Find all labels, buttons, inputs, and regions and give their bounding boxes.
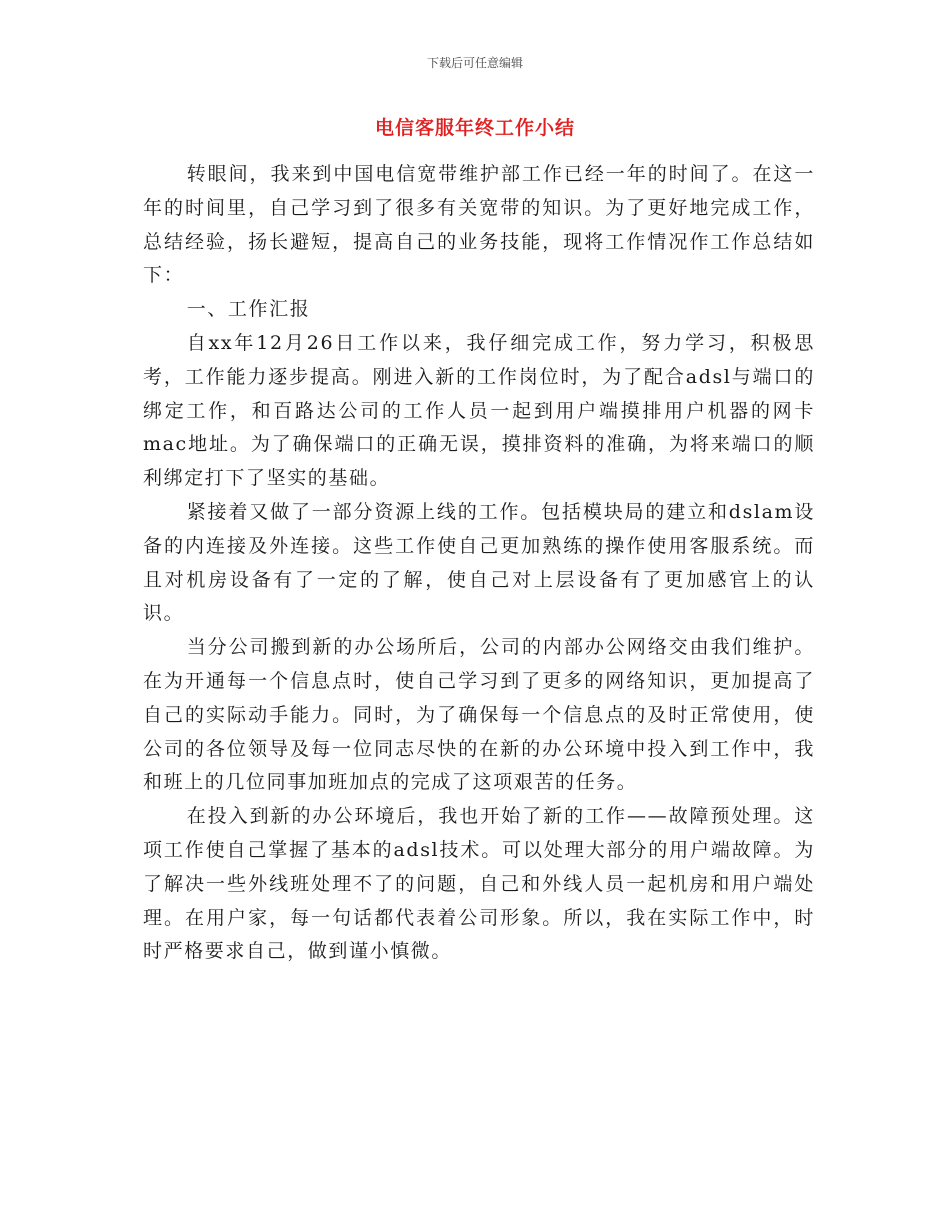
paragraph-fault-handling: 在投入到新的办公环境后，我也开始了新的工作——故障预处理。这项工作使自己掌握了基本的adsl技术。可以处理大部分的用户端故障。为了解决一些外线班处理不了的问题，自己和外线人员一起机房和用户端处理。在用户家，每一句话都代表着公司形象。所以，我在实际工作中，时时严格要求自己，做到谨小慎微。 (143, 805, 815, 963)
paragraph-intro: 转眼间，我来到中国电信宽带维护部工作已经一年的时间了。在这一年的时间里，自己学习到了很多有关宽带的知识。为了更好地完成工作，总结经验，扬长避短，提高自己的业务技能，现将工作情况作工作总结如下： (143, 163, 815, 287)
document-title: 电信客服年终工作小结 (374, 117, 575, 139)
section-heading-work-report: 一、工作汇报 (186, 298, 311, 321)
paragraph-resource-online: 紧接着又做了一部分资源上线的工作。包括模块局的建立和dslam设备的内连接及外连接。这些工作使自己更加熟练的操作使用客服系统。而且对机房设备有了一定的了解，使自己对上层设备有了更加感官上的认识。 (143, 500, 815, 625)
document-body (143, 158, 815, 969)
paragraph-work-start: 自xx年12月26日工作以来，我仔细完成工作，努力学习，积极思考，工作能力逐步提高。刚进入新的工作岗位时，为了配合adsl与端口的绑定工作，和百路达公司的工作人员一起到用户端摸排用户机器的网卡mac地址。为了确保端口的正确无误，摸排资料的准确，为将来端口的顺利绑定打下了坚实的基础。 (143, 331, 815, 490)
header-note: 下载后可任意编辑 (426, 56, 523, 70)
paragraph-office-network: 当分公司搬到新的办公场所后，公司的内部办公网络交由我们维护。在为开通每一个信息点时，使自己学习到了更多的网络知识，更加提高了自己的实际动手能力。同时，为了确保每一个信息点的及时正常使用，使公司的各位领导及每一位同志尽快的在新的办公环境中投入到工作中，我和班上的几位同事加班加点的完成了这项艰苦的任务。 (143, 636, 815, 794)
